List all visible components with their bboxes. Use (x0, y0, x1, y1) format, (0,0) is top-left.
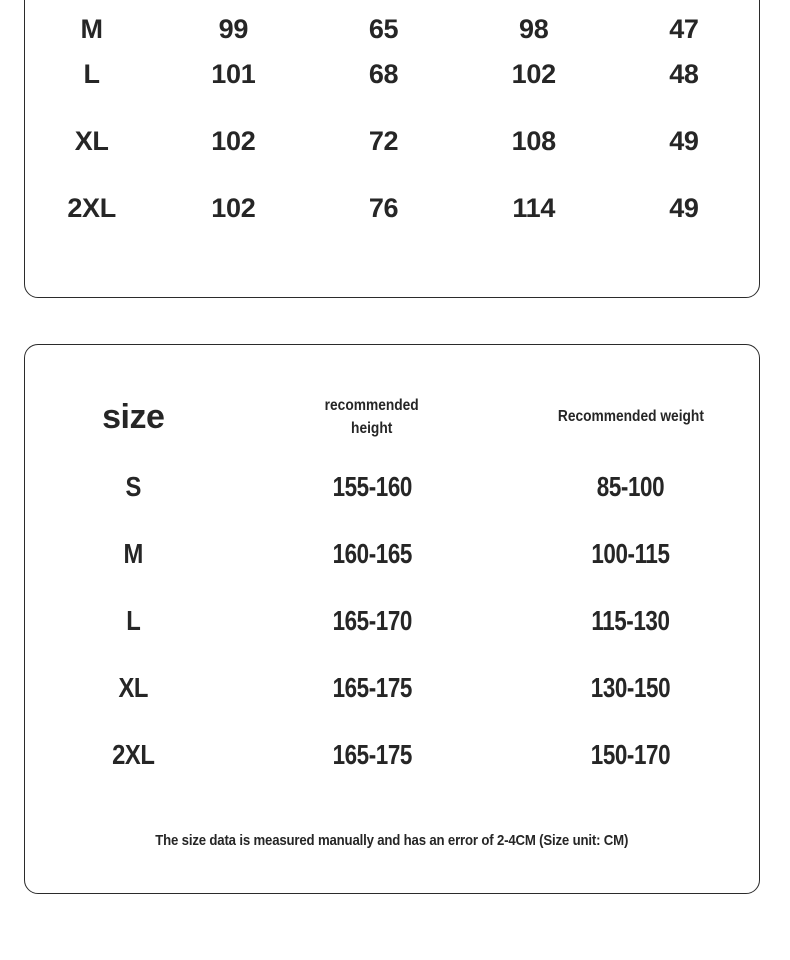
measurement-card (24, 0, 760, 298)
cell-value: 65 (368, 13, 399, 44)
table-row (25, 108, 759, 175)
cell-value: 101 (211, 59, 256, 89)
cell-weight: 115-130 (591, 604, 670, 636)
column-header-weight (502, 381, 759, 453)
table-row (25, 453, 759, 520)
sizing-card (24, 344, 760, 894)
table-row (25, 721, 759, 788)
cell-size: M (123, 537, 143, 569)
sizing-table-body (25, 453, 759, 788)
column-header-height-label: recommended height (324, 396, 419, 437)
cell-value: 108 (511, 126, 556, 156)
column-header-weight-label: Recommended weight (557, 408, 704, 426)
column-header-size-label: size (102, 397, 165, 436)
column-header-size (25, 381, 242, 453)
cell-weight: 100-115 (591, 537, 670, 569)
cell-value: 102 (211, 193, 256, 223)
cell-value: 114 (512, 193, 556, 223)
cell-size: S (125, 470, 141, 502)
cell-value: 72 (368, 126, 399, 156)
cell-weight: 130-150 (590, 671, 671, 703)
cell-weight: 150-170 (590, 738, 671, 770)
cell-height: 155-160 (332, 470, 412, 502)
cell-height: 165-175 (332, 738, 412, 770)
cell-height: 160-165 (332, 537, 412, 569)
size-disclaimer-note (25, 832, 759, 849)
cell-value: 98 (519, 13, 549, 44)
table-row (25, 520, 759, 587)
column-header-height (242, 381, 503, 453)
measurement-table-body (25, 1, 759, 242)
cell-value: 76 (368, 193, 399, 223)
sizing-table (25, 381, 759, 788)
cell-value: 47 (669, 13, 699, 44)
cell-value: 49 (669, 126, 699, 156)
table-row (25, 1, 759, 41)
table-row (25, 587, 759, 654)
sizing-table-header (25, 381, 759, 453)
cell-value: 99 (218, 13, 249, 44)
cell-value: 68 (368, 59, 399, 89)
cell-size: M (80, 13, 103, 44)
measurement-table (25, 1, 759, 242)
cell-size: L (126, 604, 141, 636)
cell-value: 102 (511, 59, 556, 89)
table-row (25, 654, 759, 721)
table-row (25, 41, 759, 108)
cell-height: 165-175 (332, 671, 412, 703)
cell-size: XL (118, 671, 149, 703)
size-disclaimer-text: The size data is measured manually and has an error of 2-4CM (Size unit: CM) (155, 832, 629, 849)
cell-size: 2XL (112, 738, 155, 770)
table-row (25, 175, 759, 242)
cell-value: 49 (669, 193, 699, 223)
cell-size: XL (74, 126, 109, 156)
cell-size: 2XL (67, 193, 116, 223)
cell-value: 102 (211, 126, 256, 156)
cell-weight: 85-100 (596, 470, 665, 502)
cell-size: L (83, 59, 100, 89)
cell-value: 48 (669, 59, 699, 89)
table-header-row (25, 381, 759, 453)
cell-height: 165-170 (332, 604, 412, 636)
